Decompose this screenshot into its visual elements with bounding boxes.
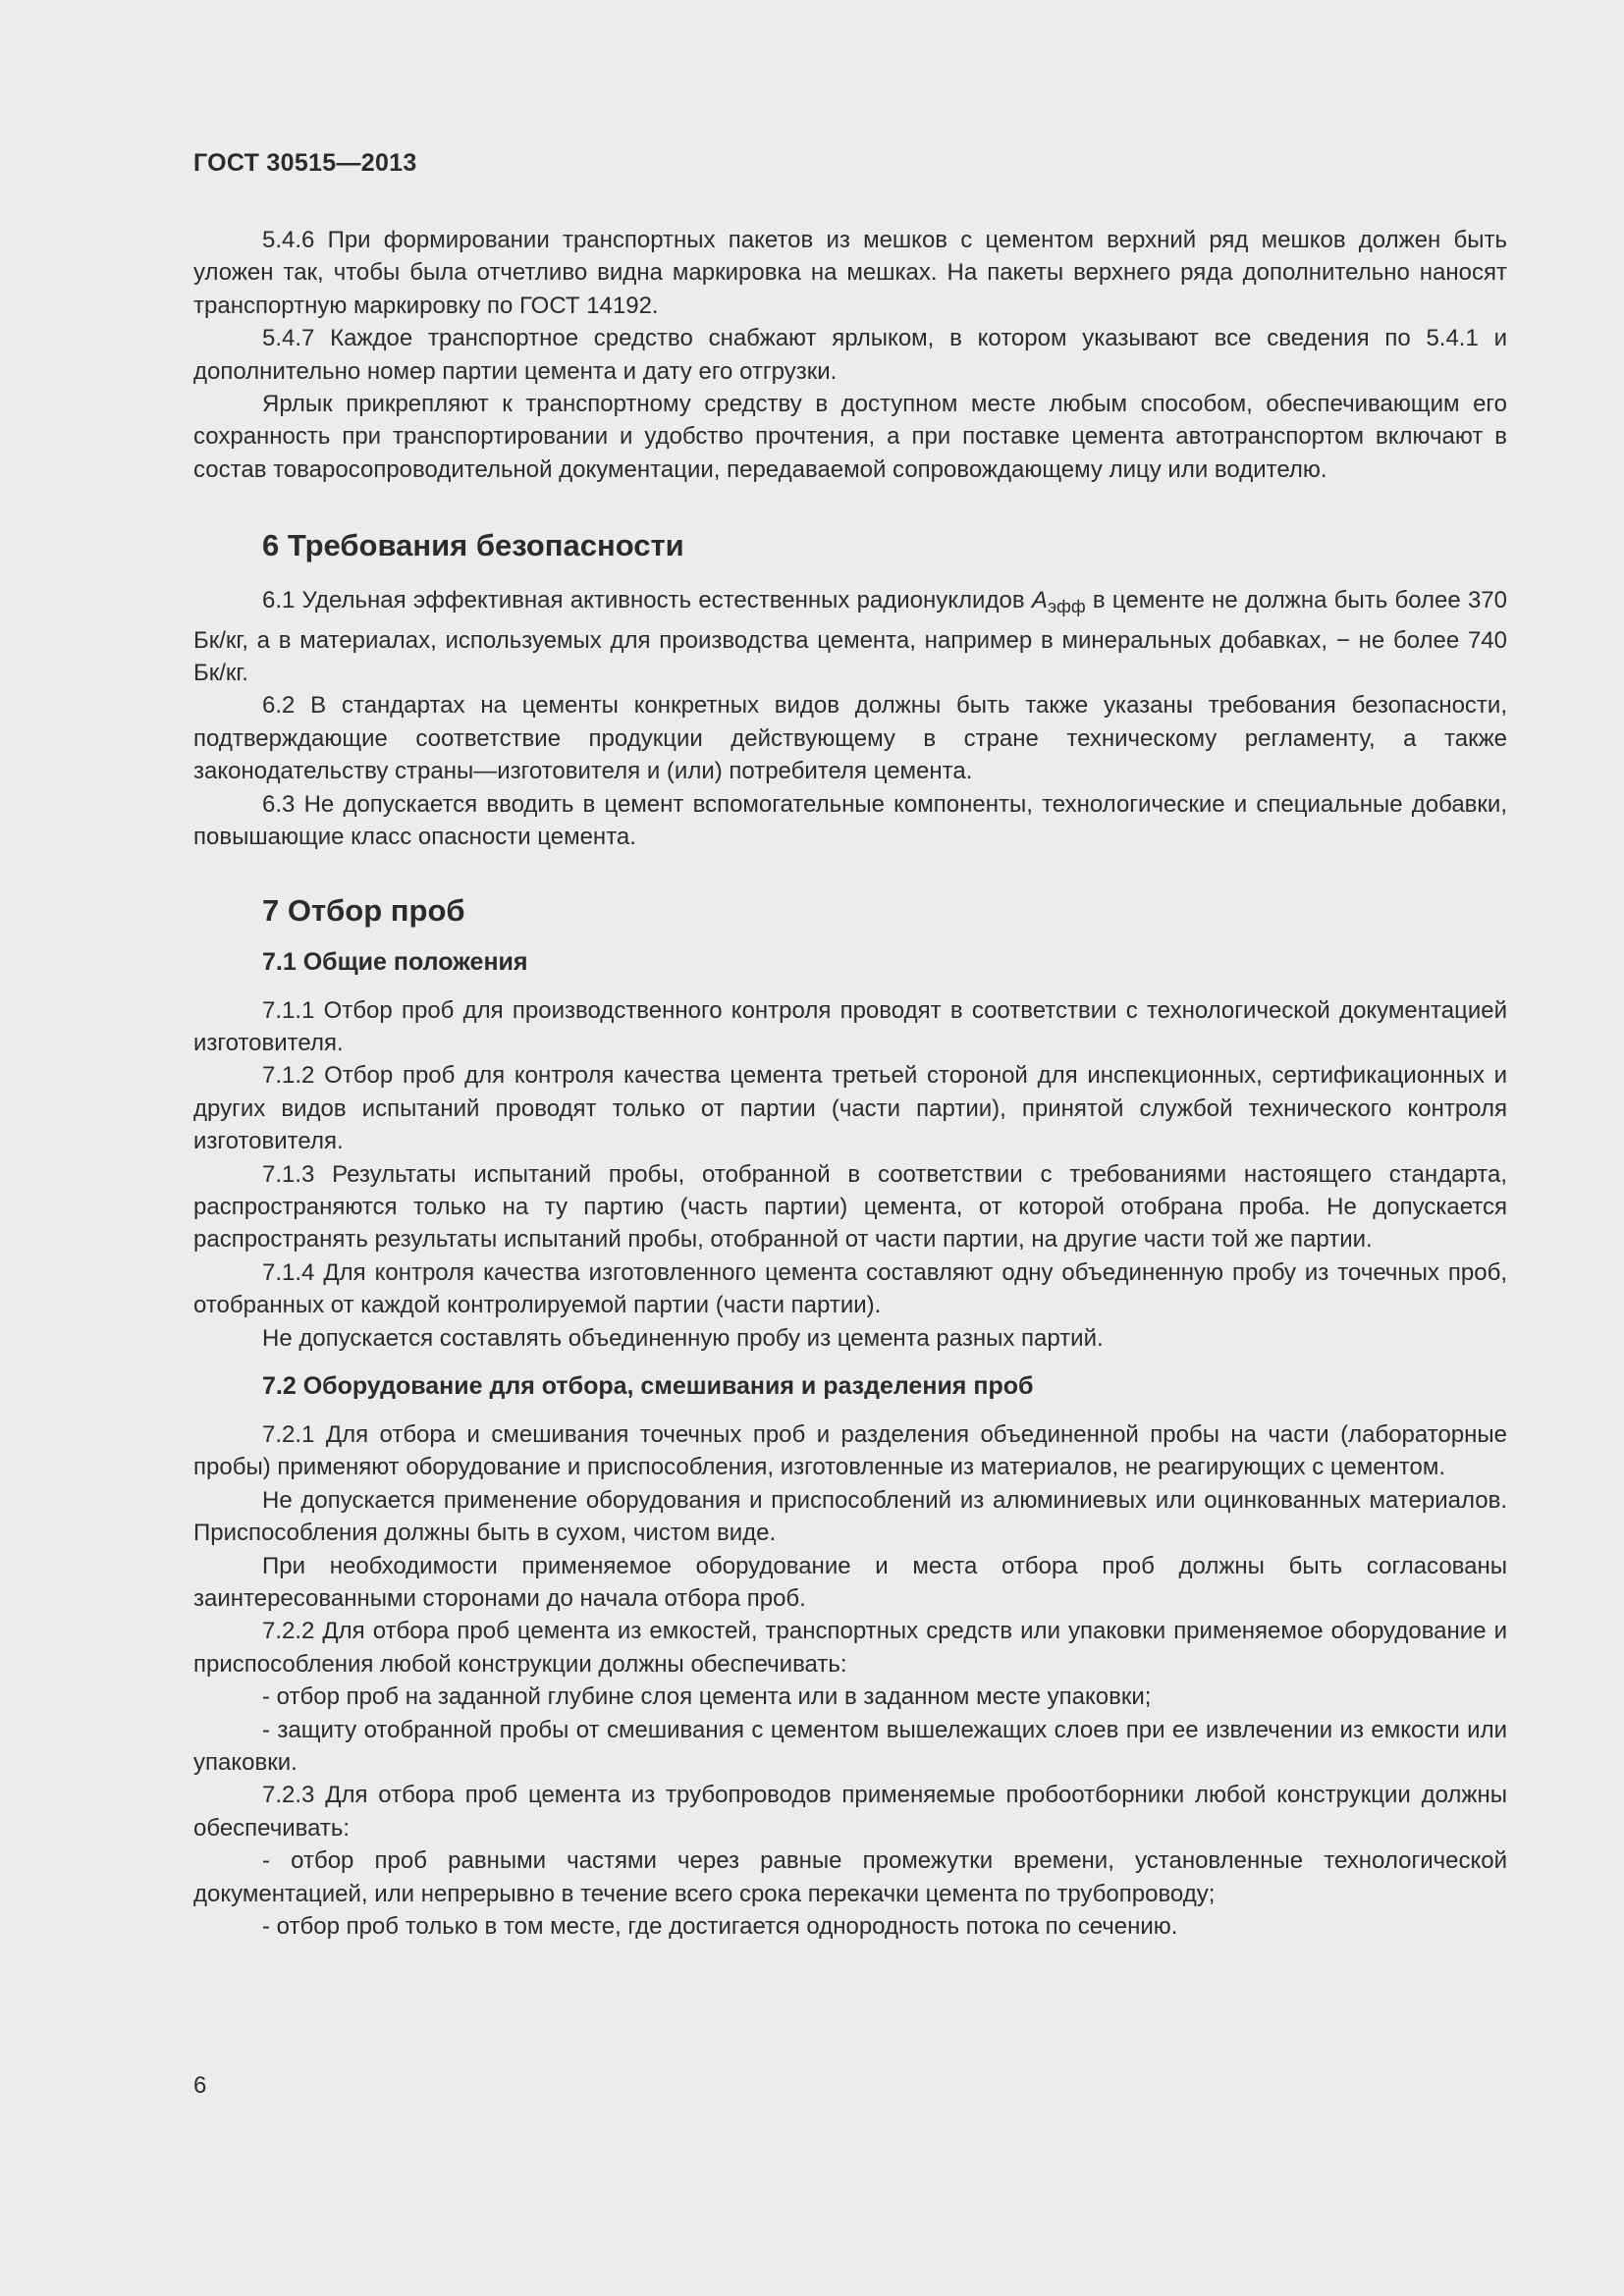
paragraph-7-1-4-note: Не допускается составлять объединенную пробу из цемента разных партий.: [262, 1324, 1104, 1352]
paragraph-7-1-2: 7.1.2 Отбор проб для контроля качества цемента третьей стороной для инспекционных, сертификационных и других видов испытаний проводят только от партии (части партии), принятой службой технического контроля изготовителя.: [193, 1062, 1507, 1155]
section-7-title: 7 Отбор проб: [262, 892, 465, 928]
subsection-7-1-title: 7.1 Общие положения: [262, 947, 528, 976]
paragraph-6-1-text-end: в цементе не должна быть более 370 Бк/кг, а в материалах, используемых для производства цемента, например в минеральных добавках, − не более 740 Бк/кг.: [193, 587, 1508, 687]
paragraph-5-4-7: 5.4.7 Каждое транспортное средство снабжают ярлыком, в котором указывают все сведения по 5.4.1 и дополнительно номер партии цемента и дату его отгрузки.: [193, 325, 1507, 385]
document-code: ГОСТ 30515—2013: [193, 149, 417, 177]
paragraph-5-4-6: 5.4.6 При формировании транспортных пакетов из мешков с цементом верхний ряд мешков должен быть уложен так, чтобы была отчетливо видна маркировка на мешках. На пакеты верхнего ряда дополнительно наносят транспортную маркировку по ГОСТ 14192.: [193, 227, 1507, 319]
paragraph-6-2: 6.2 В стандартах на цементы конкретных видов должны быть также указаны требования безопасности, подтверждающие соответствие продукции действующему в стране техническому регламенту, а также законодательству страны—изготовителя и (или) потребителя цемента.: [193, 692, 1507, 785]
paragraph-7-2-1-b: Не допускается применение оборудования и приспособлений из алюминиевых или оцинкованных материалов. Приспособления должны быть в сухом, чистом виде.: [193, 1486, 1507, 1547]
paragraph-7-2-1: 7.2.1 Для отбора и смешивания точечных проб и разделения объединенной пробы на части (лабораторные пробы) применяют оборудование и приспособления, изготовленные из материалов, не реагирующих с цементом.: [193, 1420, 1507, 1481]
list-item: - отбор проб равными частями через равные промежутки времени, установленные технологической документацией, или непрерывно в течение всего срока перекачки цемента по трубопроводу;: [193, 1847, 1507, 1907]
activity-symbol: A: [1031, 587, 1048, 614]
page-number: 6: [193, 2072, 207, 2099]
paragraph-7-1-3: 7.1.3 Результаты испытаний пробы, отобранной в соответствии с требованиями настоящего стандарта, распространяются только на ту партию (часть партии) цемента, от которой отобрана проба. Не допускается распространять результаты испытаний пробы, отобранной от части партии, на другие части той же партии.: [193, 1160, 1507, 1254]
page-content: [193, 224, 1507, 1943]
paragraph-7-2-1-c: При необходимости применяемое оборудование и места отбора проб должны быть согласованы заинтересованными сторонами до начала отбора проб.: [193, 1552, 1507, 1612]
paragraph-7-2-3: 7.2.3 Для отбора проб цемента из трубопроводов применяемые пробоотборники любой конструкции должны обеспечивать:: [193, 1782, 1507, 1842]
paragraph-7-2-2: 7.2.2 Для отбора проб цемента из емкостей, транспортных средств или упаковки применяемое оборудование и приспособления любой конструкции должны обеспечивать:: [193, 1618, 1507, 1678]
section-6-title: 6 Требования безопасности: [262, 528, 684, 563]
paragraph-6-1-text-start: 6.1 Удельная эффективная активность естественных радионуклидов: [262, 587, 1032, 614]
subsection-7-2-title: 7.2 Оборудование для отбора, смешивания и разделения проб: [262, 1371, 1034, 1400]
paragraph-6-3: 6.3 Не допускается вводить в цемент вспомогательные компоненты, технологические и специальные добавки, повышающие класс опасности цемента.: [193, 790, 1507, 851]
list-item: - защиту отобранной пробы от смешивания с цементом вышележащих слоев при ее извлечении из емкости или упаковки.: [193, 1716, 1507, 1777]
paragraph-6-1: [193, 584, 1507, 689]
list-item: - отбор проб на заданной глубине слоя цемента или в заданном месте упаковки;: [262, 1683, 1152, 1711]
list-item: - отбор проб только в том месте, где достигается однородность потока по сечению.: [262, 1913, 1178, 1941]
paragraph-7-1-4: 7.1.4 Для контроля качества изготовленного цемента составляют одну объединенную пробу из точечных проб, отобранных от каждой контролируемой партии (части партии).: [193, 1258, 1507, 1319]
activity-subscript: эфф: [1047, 597, 1086, 617]
paragraph-label-attach: Ярлык прикрепляют к транспортному средству в доступном месте любым способом, обеспечивающим его сохранность при транспортировании и удобство прочтения, а при поставке цемента автотранспортом включают в состав товаросопроводительной документации, передаваемой сопровождающему лицу или водителю.: [193, 391, 1507, 483]
paragraph-7-1-1: 7.1.1 Отбор проб для производственного контроля проводят в соответствии с технологической документацией изготовителя.: [193, 996, 1507, 1056]
